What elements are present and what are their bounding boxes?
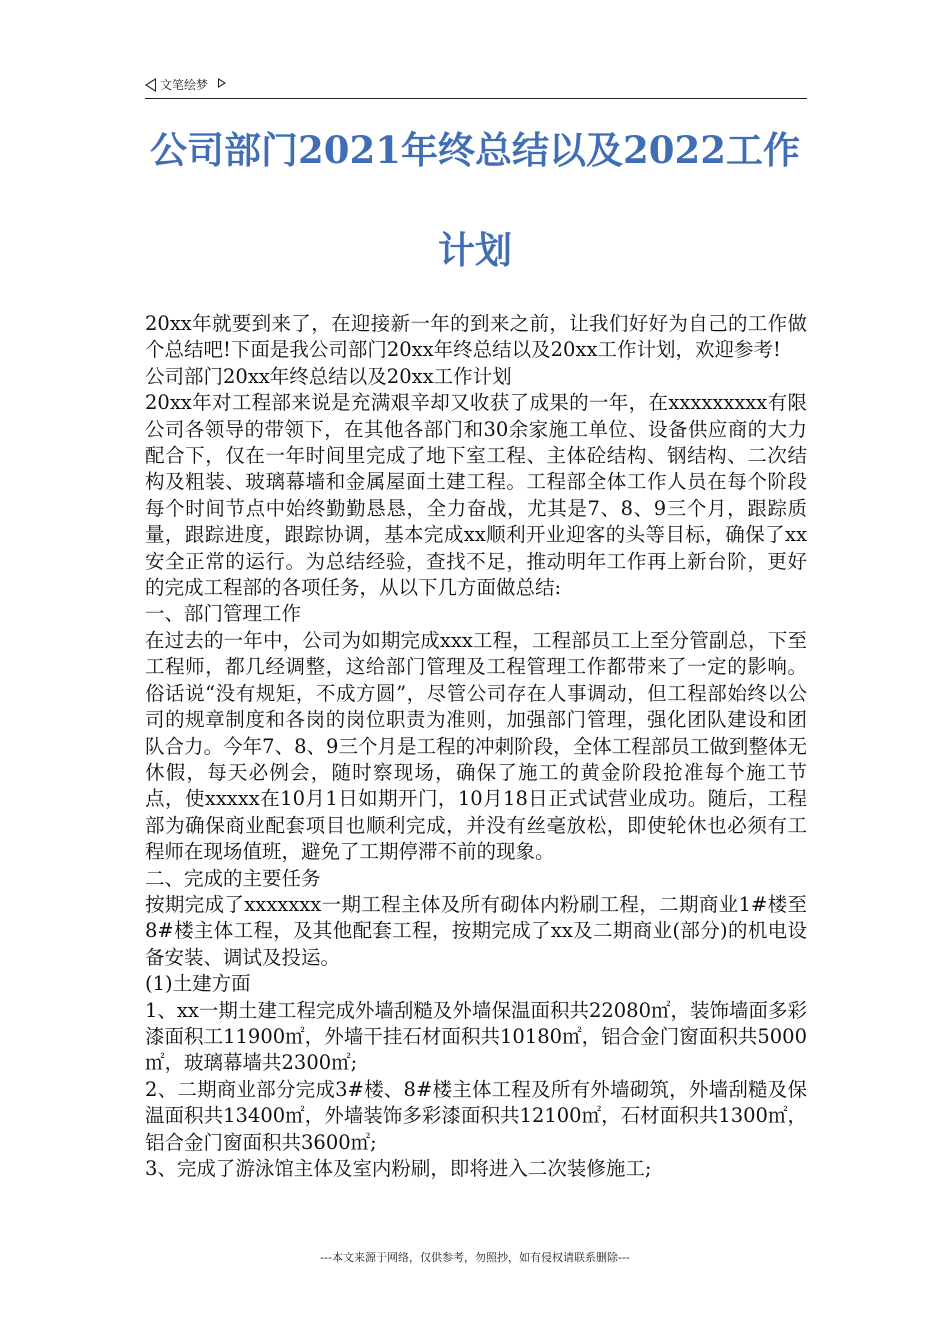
- footer-disclaimer: ---本文来源于网络，仅供参考，勿照抄，如有侵权请联系删除---: [320, 1251, 630, 1264]
- triangle-right-icon: [218, 78, 226, 88]
- document-title-line-2: 计划: [438, 228, 512, 272]
- intro-paragraph: 20xx年就要到来了，在迎接新一年的到来之前，让我们好好为自己的工作做个总结吧!下面是我公司部门20xx年终总结以及20xx工作计划，欢迎参考!: [145, 312, 807, 362]
- summary-paragraph: 20xx年对工程部来说是充满艰辛却又收获了成果的一年，在xxxxxxxxx有限公司各领导的带领下，在其他各部门和30余家施工单位、设备供应商的大力配合下，仅在一年时间里完成了地下室工程、主体砼结构、钢结构、二次结构及粗装、玻璃幕墙和金属屋面土建工程。工程部全体工作人员在每个阶段每个时间节点中始终勤勤恳恳，全力奋战，尤其是7、8、9三个月，跟踪质量，跟踪进度，跟踪协调，基本完成xx顺利开业迎客的头等目标，确保了xx安全正常的运行。为总结经验，查找不足，推动明年工作再上新台阶，更好的完成工程部的各项任务，从以下几方面做总结:: [145, 391, 807, 600]
- brand-name: 文笔绘梦: [160, 78, 209, 92]
- document-title-line-1: 公司部门2021年终总结以及2022工作: [150, 128, 800, 172]
- brand-mark: [145, 76, 226, 93]
- section-heading-2: 二、完成的主要任务: [145, 866, 321, 890]
- management-paragraph: 在过去的一年中，公司为如期完成xxx工程，工程部员工上至分管副总，下至工程师，都几经调整，这给部门管理及工程管理工作都带来了一定的影响。俗话说“没有规矩，不成方圆”，尽管公司存在人事调动，但工程部始终以公司的规章制度和各岗的岗位职责为准则，加强部门管理，强化团队建设和团队合力。今年7、8、9三个月是工程的冲刺阶段，全体工程部员工做到整体无休假，每天必例会，随时察现场，确保了施工的黄金阶段抢准每个施工节点，使xxxxx在10月1日如期开门，10月18日正式试营业成功。随后，工程部为确保商业配套项目也顺利完成，并没有丝毫放松，即使轮休也必须有工程师在现场值班，避免了工期停滞不前的现象。: [145, 628, 807, 864]
- subtitle-line: 公司部门20xx年终总结以及20xx工作计划: [145, 364, 512, 388]
- document-body: [145, 311, 807, 1182]
- subsection-heading-civil: (1)土建方面: [145, 972, 251, 996]
- page-header: [145, 72, 807, 99]
- list-item-1: 1、xx一期土建工程完成外墙刮糙及外墙保温面积共22080㎡，装饰墙面多彩漆面积工11900㎡，外墙干挂石材面积共10180㎡，铝合金门窗面积共5000㎡，玻璃幕墙共2300㎡;: [145, 998, 807, 1075]
- tasks-paragraph: 按期完成了xxxxxxx一期工程主体及所有砌体内粉刷工程，二期商业1#楼至8#楼主体工程，及其他配套工程，按期完成了xx及二期商业(部分)的机电设备安装、调试及投运。: [145, 892, 807, 969]
- list-item-2: 2、二期商业部分完成3#楼、8#楼主体工程及所有外墙砌筑，外墙刮糙及保温面积共13400㎡，外墙装饰多彩漆面积共12100㎡，石材面积共1300㎡，铝合金门窗面积共3600㎡;: [145, 1077, 807, 1154]
- list-item-3: 3、完成了游泳馆主体及室内粉刷，即将进入二次装修施工;: [145, 1157, 652, 1180]
- section-heading-1: 一、部门管理工作: [145, 602, 302, 626]
- triangle-left-icon: [145, 78, 156, 92]
